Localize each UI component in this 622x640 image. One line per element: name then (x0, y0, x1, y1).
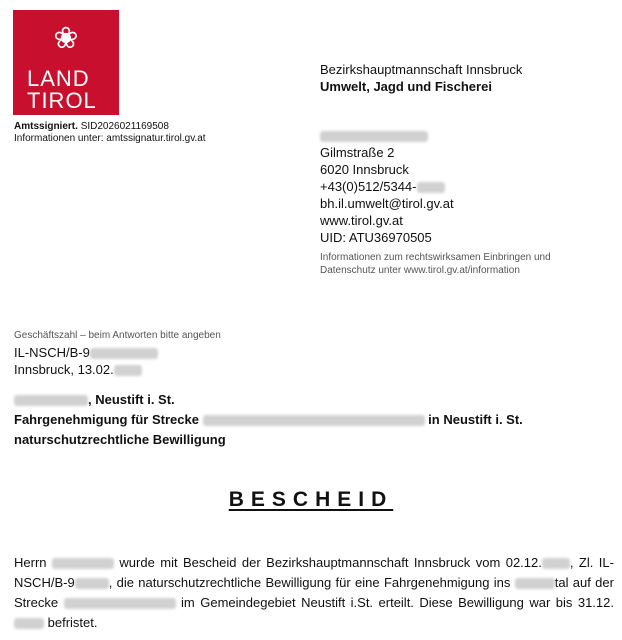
redacted-ref (90, 348, 158, 360)
office-name: Bezirkshauptmannschaft Innsbruck (320, 62, 523, 77)
office-department: Umwelt, Jagd und Fischerei (320, 79, 492, 94)
redacted-year (14, 618, 44, 630)
contact-uid: UID: ATU36970505 (320, 230, 432, 245)
reference-date: Innsbruck, 13.02. (14, 362, 114, 377)
body-text: befristet. (47, 615, 98, 630)
subject-line-3: naturschutzrechtliche Bewilligung (14, 432, 226, 447)
contact-city: 6020 Innsbruck (320, 162, 409, 177)
land-tirol-logo (13, 10, 119, 115)
body-text: , die naturschutzrechtliche Bewilligung für eine Fahrgenehmigung ins (108, 575, 511, 590)
contact-street: Gilmstraße 2 (320, 145, 395, 160)
reference-block (14, 344, 158, 378)
subject-line-2-prefix: Fahrgenehmigung für Strecke (14, 412, 199, 427)
contact-email[interactable]: bh.il.umwelt@tirol.gv.at (320, 196, 454, 211)
contact-phone: +43(0)512/5344- (320, 179, 417, 194)
body-text: wurde mit Bescheid der Bezirkshauptmannschaft Innsbruck vom 02.12. (119, 555, 542, 570)
signature-info: Informationen unter: amtssignatur.tirol.gv.at (14, 133, 206, 144)
redacted-person (52, 558, 114, 570)
redacted-route (64, 598, 176, 610)
subject-line-2-suffix: in Neustift i. St. (428, 412, 523, 427)
body-text: tal auf der Strecke (14, 575, 614, 610)
contact-block (320, 127, 454, 246)
redacted-phone (417, 182, 445, 194)
body-text: , Zl. IL-NSCH/B-9 (14, 555, 614, 590)
redacted-applicant (14, 395, 88, 407)
body-text: im Gemeindegebiet Neustift i.St. erteilt. Diese Bewilligung war bis 31.12. (181, 595, 614, 610)
document-title (0, 488, 622, 512)
body-text: Herrn (14, 555, 47, 570)
logo-line-2: TIROL (27, 88, 97, 113)
document-title-text: BESCHEID (228, 488, 394, 511)
redacted-name (320, 131, 428, 143)
reference-label: Geschäftszahl – beim Antworten bitte angeben (14, 330, 221, 341)
eagle-icon: ❀ (53, 22, 79, 55)
redacted-year (542, 558, 570, 570)
signature-block (14, 121, 206, 145)
logo-line-1: LAND (27, 66, 90, 91)
office-block (320, 61, 522, 95)
contact-web[interactable]: www.tirol.gv.at (320, 213, 403, 228)
redacted-valley (515, 578, 555, 590)
reference-number: IL-NSCH/B-9 (14, 345, 90, 360)
subject-line-1: , Neustift i. St. (88, 392, 175, 407)
signature-label: Amtssigniert. (14, 121, 78, 132)
info-note: Informationen zum rechtswirksamen Einbringen und Datenschutz unter www.tirol.gv.at/information (320, 252, 551, 276)
redacted-year (114, 365, 142, 377)
signature-id: SID2026021169508 (80, 121, 169, 132)
redacted-route (203, 415, 425, 427)
body-paragraph (14, 553, 614, 633)
redacted-ref (75, 578, 109, 590)
subject-block (14, 390, 614, 450)
